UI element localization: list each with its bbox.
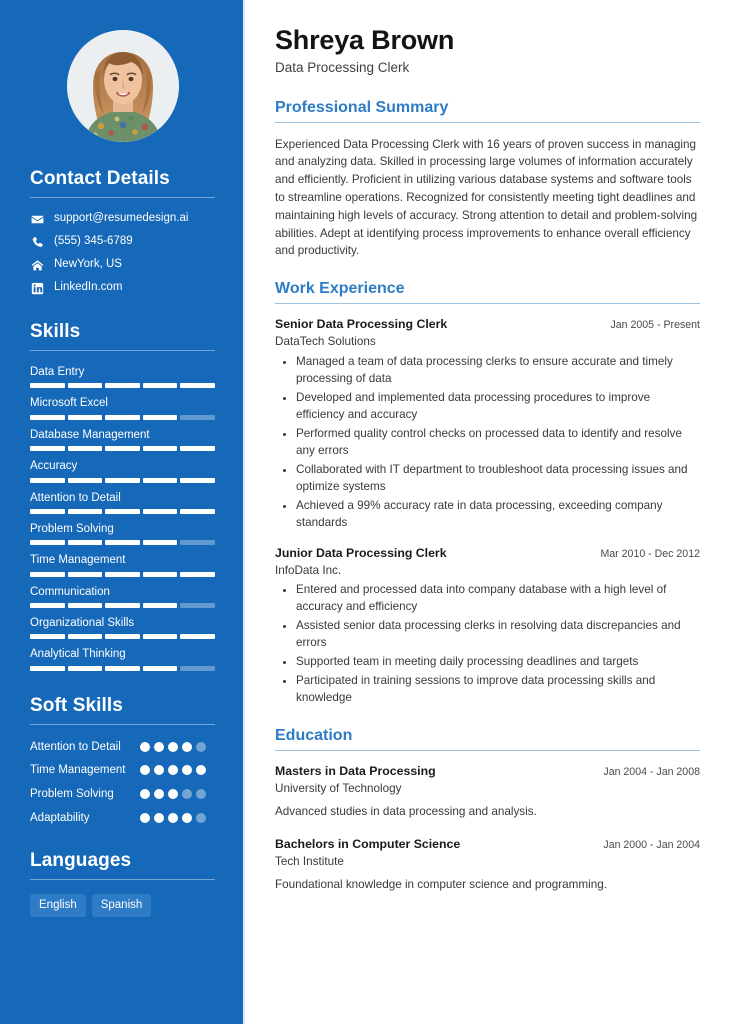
contact-divider	[30, 197, 215, 198]
contact-location-text: NewYork, US	[54, 258, 122, 271]
skill-bar-segment	[105, 509, 140, 514]
contact-list	[30, 212, 215, 295]
institution-name: Tech Institute	[275, 854, 344, 868]
skill-label: Accuracy	[30, 460, 78, 473]
job-responsibility-item: • Managed a team of data processing clerks to ensure accurate and timely processing of data	[296, 354, 700, 388]
professional-summary-divider	[275, 122, 700, 123]
languages-tag-list	[30, 894, 215, 916]
contact-item-phone[interactable]	[30, 235, 215, 249]
skill-bar-segment	[68, 383, 103, 388]
home-icon	[30, 258, 44, 272]
work-experience-section	[275, 280, 700, 707]
skill-row	[30, 647, 215, 670]
rating-dot	[182, 789, 192, 799]
avatar-container	[0, 0, 245, 168]
skill-bar-segment	[30, 666, 65, 671]
skill-bar-segment	[105, 572, 140, 577]
skill-bar-segment	[68, 540, 103, 545]
skill-row	[30, 396, 215, 419]
entry-header	[275, 317, 700, 333]
job-date-range: Jan 2005 - Present	[610, 319, 700, 332]
skill-bar-segment	[180, 634, 215, 639]
work-experience-heading: Work Experience	[275, 280, 405, 298]
skill-bar-segment	[105, 415, 140, 420]
education-date-range: Jan 2000 - Jan 2004	[603, 838, 700, 851]
phone-icon	[30, 235, 44, 249]
contact-phone-text: (555) 345-6789	[54, 235, 133, 248]
skills-list	[30, 365, 215, 671]
job-responsibility-item: • Entered and processed data into company database with a high level of accuracy and efficiency	[296, 582, 700, 616]
job-responsibility-item: • Collaborated with IT department to troubleshoot data processing issues and optimize systems	[296, 462, 700, 496]
skills-divider	[30, 350, 215, 351]
rating-dot	[182, 765, 192, 775]
job-responsibility-list	[275, 354, 700, 532]
sidebar	[0, 0, 245, 1024]
soft-skill-rating-dots	[140, 739, 206, 752]
soft-skill-rating-dots	[140, 786, 206, 799]
skill-bar-segment	[68, 415, 103, 420]
skill-bar-segment	[143, 415, 178, 420]
education-entry	[275, 764, 700, 821]
education-list	[275, 764, 700, 894]
education-date-range: Jan 2004 - Jan 2008	[603, 766, 700, 779]
job-responsibility-item: • Supported team in meeting daily processing deadlines and targets	[296, 654, 700, 671]
candidate-job-title: Data Processing Clerk	[275, 59, 410, 75]
soft-skill-row	[30, 762, 215, 779]
skill-bar-segment	[180, 383, 215, 388]
professional-summary-section	[275, 99, 700, 260]
rating-dot	[154, 742, 164, 752]
education-entry	[275, 837, 700, 894]
linkedin-icon	[30, 281, 44, 295]
skill-bar-segment	[30, 415, 65, 420]
skill-level-bar	[30, 509, 215, 514]
job-responsibility-item: • Assisted senior data processing clerks in resolving data discrepancies and errors	[296, 618, 700, 652]
skill-row	[30, 553, 215, 576]
skill-bar-segment	[105, 666, 140, 671]
education-divider	[275, 750, 700, 751]
entry-header	[275, 546, 700, 562]
contact-linkedin-text: LinkedIn.com	[54, 281, 123, 294]
soft-skill-rating-dots	[140, 762, 206, 775]
languages-section	[0, 850, 245, 916]
skill-bar-segment	[30, 509, 65, 514]
skill-row	[30, 459, 215, 482]
soft-skills-list	[30, 739, 215, 827]
rating-dot	[196, 789, 206, 799]
skill-bar-segment	[30, 383, 65, 388]
rating-dot	[140, 742, 150, 752]
skill-level-bar	[30, 634, 215, 639]
skill-bar-segment	[68, 572, 103, 577]
soft-skills-heading: Soft Skills	[30, 694, 123, 716]
contact-item-email[interactable]	[30, 212, 215, 226]
skill-level-bar	[30, 383, 215, 388]
skill-row	[30, 491, 215, 514]
skill-bar-segment	[30, 540, 65, 545]
skill-bar-segment	[180, 666, 215, 671]
employer-name: DataTech Solutions	[275, 335, 376, 349]
skill-bar-segment	[180, 415, 215, 420]
rating-dot	[182, 813, 192, 823]
skill-bar-segment	[30, 446, 65, 451]
entry-header	[275, 837, 700, 853]
degree-title: Masters in Data Processing	[275, 764, 436, 779]
soft-skills-divider	[30, 724, 215, 725]
skill-label: Data Entry	[30, 366, 85, 378]
education-heading: Education	[275, 727, 353, 745]
contact-item-linkedin[interactable]	[30, 281, 215, 295]
skill-bar-segment	[68, 478, 103, 483]
soft-skill-row	[30, 810, 215, 827]
skill-bar-segment	[180, 446, 215, 451]
rating-dot	[154, 789, 164, 799]
skill-bar-segment	[105, 603, 140, 608]
institution-name: University of Technology	[275, 782, 402, 796]
education-section	[275, 727, 700, 894]
job-responsibility-item: • Participated in training sessions to improve data processing skills and knowledge	[296, 673, 700, 707]
skill-level-bar	[30, 478, 215, 483]
skill-bar-segment	[105, 446, 140, 451]
language-tag: English	[30, 894, 86, 916]
rating-dot	[196, 765, 206, 775]
skills-heading: Skills	[30, 321, 81, 342]
soft-skill-label: Adaptability	[30, 811, 90, 824]
skill-bar-segment	[30, 603, 65, 608]
professional-summary-text: Experienced Data Processing Clerk with 16 years of proven success in managing and analyzing data. Skilled in processing large volumes of information accurately and efficiently. Proficient in utilizing various database systems and software tools to streamline operations. Recognized for consistently meeting tight deadlines and maintaining high levels of accuracy. Strong attention to detail and problem-solving abilities. Adept at identifying process improvements to enhance overall efficiency and productivity.	[275, 137, 698, 258]
skill-bar-segment	[68, 446, 103, 451]
skill-bar-segment	[143, 509, 178, 514]
rating-dot	[168, 765, 178, 775]
skill-bar-segment	[30, 634, 65, 639]
rating-dot	[168, 813, 178, 823]
skill-bar-segment	[68, 509, 103, 514]
skill-label: Problem Solving	[30, 522, 114, 535]
skill-level-bar	[30, 572, 215, 577]
soft-skill-row	[30, 739, 215, 756]
education-description: Advanced studies in data processing and analysis.	[275, 804, 537, 818]
rating-dot	[196, 742, 206, 752]
avatar	[67, 30, 179, 142]
languages-divider	[30, 879, 215, 880]
skill-level-bar	[30, 446, 215, 451]
languages-heading: Languages	[30, 850, 132, 872]
main-content	[245, 0, 730, 1024]
envelope-icon	[30, 212, 44, 226]
skill-bar-segment	[30, 478, 65, 483]
rating-dot	[140, 789, 150, 799]
skill-bar-segment	[143, 383, 178, 388]
degree-title: Bachelors in Computer Science	[275, 836, 461, 851]
entry-header	[275, 764, 700, 780]
skill-row	[30, 522, 215, 545]
soft-skills-section	[0, 695, 245, 827]
soft-skill-label: Attention to Detail	[30, 740, 121, 753]
skill-label: Attention to Detail	[30, 491, 121, 504]
rating-dot	[154, 813, 164, 823]
soft-skill-label: Problem Solving	[30, 788, 114, 801]
rating-dot	[154, 765, 164, 775]
professional-summary-heading: Professional Summary	[275, 98, 449, 116]
rating-dot	[196, 813, 206, 823]
education-description: Foundational knowledge in computer science and programming.	[275, 877, 607, 891]
skill-bar-segment	[105, 383, 140, 388]
skill-label: Time Management	[30, 554, 126, 567]
skill-row	[30, 585, 215, 608]
work-experience-divider	[275, 303, 700, 304]
skill-row	[30, 365, 215, 388]
job-responsibility-list	[275, 582, 700, 707]
skill-bar-segment	[143, 666, 178, 671]
rating-dot	[168, 742, 178, 752]
skill-bar-segment	[105, 634, 140, 639]
skill-bar-segment	[68, 666, 103, 671]
skill-bar-segment	[143, 572, 178, 577]
soft-skill-label: Time Management	[30, 764, 126, 777]
skill-bar-segment	[68, 603, 103, 608]
skill-bar-segment	[30, 572, 65, 577]
language-tag: Spanish	[92, 894, 152, 916]
job-date-range: Mar 2010 - Dec 2012	[600, 547, 700, 560]
rating-dot	[140, 765, 150, 775]
job-title: Senior Data Processing Clerk	[275, 317, 448, 332]
job-title: Junior Data Processing Clerk	[275, 545, 447, 560]
job-responsibility-item: • Performed quality control checks on processed data to identify and resolve any errors	[296, 426, 700, 460]
skill-bar-segment	[180, 478, 215, 483]
skill-bar-segment	[143, 634, 178, 639]
contact-item-location[interactable]	[30, 258, 215, 272]
rating-dot	[182, 742, 192, 752]
skill-bar-segment	[143, 603, 178, 608]
skill-label: Database Management	[30, 428, 150, 441]
skill-label: Microsoft Excel	[30, 397, 108, 410]
skill-label: Analytical Thinking	[30, 648, 126, 661]
work-experience-list	[275, 317, 700, 707]
skill-bar-segment	[180, 509, 215, 514]
rating-dot	[168, 789, 178, 799]
work-experience-entry	[275, 317, 700, 531]
soft-skill-rating-dots	[140, 810, 206, 823]
rating-dot	[140, 813, 150, 823]
skill-level-bar	[30, 666, 215, 671]
profile-photo-illustration	[67, 30, 179, 142]
skill-level-bar	[30, 540, 215, 545]
skill-row	[30, 428, 215, 451]
skill-bar-segment	[68, 634, 103, 639]
skills-section	[0, 321, 245, 671]
skill-bar-segment	[180, 540, 215, 545]
employer-name: InfoData Inc.	[275, 563, 342, 577]
skill-label: Organizational Skills	[30, 617, 135, 629]
job-responsibility-item: • Achieved a 99% accuracy rate in data processing, exceeding company standards	[296, 498, 700, 532]
contact-email-text: support@resumedesign.ai	[54, 212, 189, 225]
candidate-name: Shreya Brown	[275, 25, 455, 55]
skill-bar-segment	[143, 540, 178, 545]
soft-skill-row	[30, 786, 215, 803]
skill-bar-segment	[180, 572, 215, 577]
work-experience-entry	[275, 546, 700, 708]
skill-level-bar	[30, 415, 215, 420]
contact-details-heading: Contact Details	[30, 168, 170, 189]
skill-bar-segment	[105, 478, 140, 483]
job-responsibility-item: • Developed and implemented data processing procedures to improve efficiency and accuracy	[296, 390, 700, 424]
skill-bar-segment	[143, 478, 178, 483]
skill-level-bar	[30, 603, 215, 608]
skill-label: Communication	[30, 585, 110, 598]
contact-details-section	[0, 168, 245, 295]
skill-bar-segment	[180, 603, 215, 608]
skill-row	[30, 616, 215, 639]
skill-bar-segment	[105, 540, 140, 545]
skill-bar-segment	[143, 446, 178, 451]
